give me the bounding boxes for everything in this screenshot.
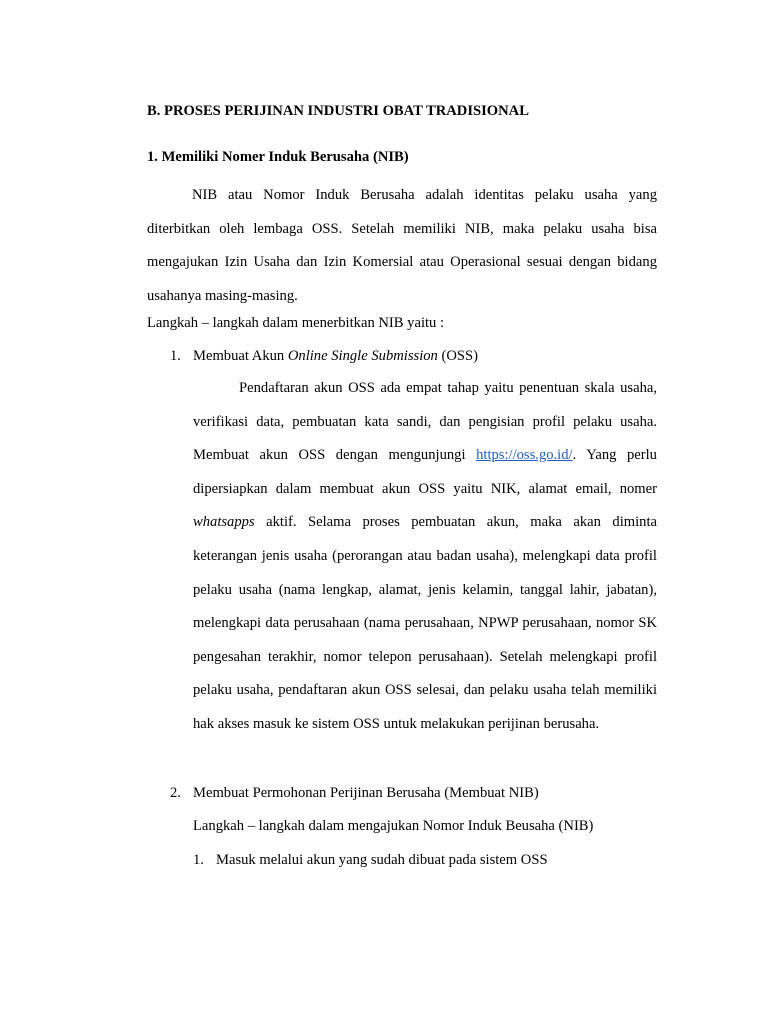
step-1-para-part-3: aktif. Selama proses pembuatan akun, maka akan diminta keterangan jenis usaha (perorangan atau badan usaha), melengkapi data profil pelaku usaha (nama lengkap, alamat, jenis kelamin, tanggal lahir, jabatan), melengkapi data perusahaan (nama perusahaan, NPWP perusahaan, nomor SK pengesahan terakhir, nomor telepon perusahaan). Setelah melengkapi profil pelaku usaha, pendaftaran akun OSS selesai, dan pelaku usaha telah memiliki hak akses masuk ke sistem OSS untuk melakukan perijinan berusaha. [193, 514, 657, 732]
step-2-lead: Langkah – langkah dalam mengajukan Nomor Induk Beusaha (NIB) [193, 818, 594, 834]
sub-heading: 1. Memiliki Nomer Induk Berusaha (NIB) [147, 149, 409, 165]
step-1-number: 1. [170, 348, 181, 364]
intro-paragraph: NIB atau Nomor Induk Berusaha adalah identitas pelaku usaha yang diterbitkan oleh lembaga OSS. Setelah memiliki NIB, maka pelaku usaha bisa mengajukan Izin Usaha dan Izin Komersial atau Operasional sesuai dengan bidang usahanya masing-masing. [147, 187, 657, 304]
step-1-title [193, 347, 478, 365]
steps-lead-text: Langkah – langkah dalam menerbitkan NIB yaitu : [147, 315, 445, 331]
step-1-para-part-2: . Yang perlu dipersiapkan dalam membuat akun OSS yaitu NIK, alamat email, nomer [193, 447, 657, 497]
oss-link[interactable]: https://oss.go.id/ [476, 447, 573, 464]
step-1-title-italic: Online Single Submission [287, 348, 438, 364]
section-heading: B. PROSES PERIJINAN INDUSTRI OBAT TRADISIONAL [147, 103, 529, 119]
step-1-para-part-1: Pendaftaran akun OSS ada empat tahap yaitu penentuan skala usaha, verifikasi data, pembuatan kata sandi, dan pengisian profil pelaku usaha. Membuat akun OSS dengan mengunjungi [193, 380, 657, 464]
step-1-title-prefix: Membuat Akun [193, 348, 288, 364]
step-1-para-italic: whatsapps [193, 514, 255, 531]
step-2-number: 2. [170, 785, 181, 801]
step-1-paragraph [193, 372, 657, 742]
substep-text: Masuk melalui akun yang sudah dibuat pada sistem OSS [216, 852, 548, 868]
step-2-title: Membuat Permohonan Perijinan Berusaha (Membuat NIB) [193, 785, 539, 801]
substep-number: 1. [193, 852, 204, 868]
step-1-title-suffix: (OSS) [437, 348, 478, 364]
